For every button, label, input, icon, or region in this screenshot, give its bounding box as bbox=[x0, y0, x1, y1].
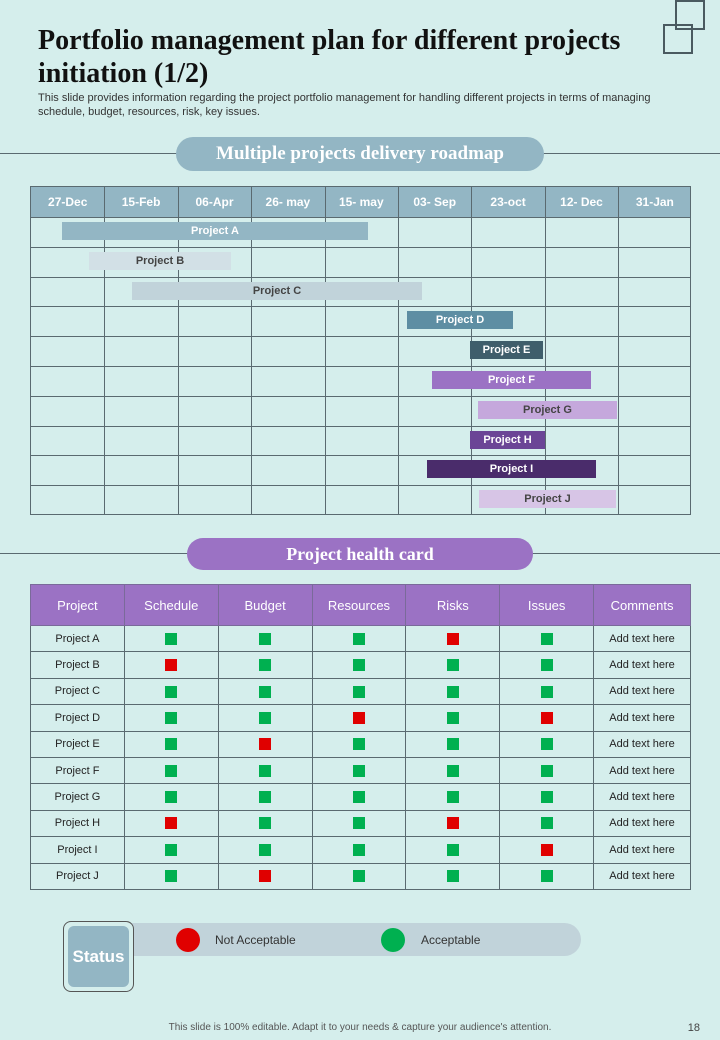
health-status-cell bbox=[500, 810, 594, 836]
health-status-cell bbox=[500, 731, 594, 757]
gantt-row-line bbox=[31, 247, 690, 248]
health-status-cell bbox=[500, 678, 594, 704]
health-status-cell bbox=[218, 837, 312, 863]
health-comment[interactable]: Add text here bbox=[594, 863, 691, 889]
gantt-row-line bbox=[31, 217, 690, 218]
gantt-row-line bbox=[31, 396, 690, 397]
acceptable-square bbox=[353, 870, 365, 882]
acceptable-square bbox=[165, 870, 177, 882]
health-project-name: Project A bbox=[31, 626, 125, 652]
acceptable-square bbox=[541, 686, 553, 698]
health-project-name: Project F bbox=[31, 757, 125, 783]
health-status-cell bbox=[218, 705, 312, 731]
acceptable-square bbox=[447, 844, 459, 856]
acceptable-square bbox=[259, 686, 271, 698]
gantt-bar-project-c: Project C bbox=[132, 282, 422, 300]
health-status-cell bbox=[218, 784, 312, 810]
health-status-cell bbox=[500, 705, 594, 731]
gantt-bar-project-f: Project F bbox=[432, 371, 591, 389]
gantt-row-line bbox=[31, 426, 690, 427]
health-status-cell bbox=[500, 784, 594, 810]
health-status-cell bbox=[406, 757, 500, 783]
acceptable-square bbox=[353, 686, 365, 698]
health-status-cell bbox=[124, 678, 218, 704]
health-row bbox=[31, 810, 691, 836]
gantt-bar-project-h: Project H bbox=[470, 431, 545, 449]
health-status-cell bbox=[406, 652, 500, 678]
not-acceptable-square bbox=[259, 738, 271, 750]
not-acceptable-square bbox=[447, 817, 459, 829]
health-project-name: Project J bbox=[31, 863, 125, 889]
acceptable-square bbox=[541, 870, 553, 882]
health-row bbox=[31, 757, 691, 783]
health-row bbox=[31, 652, 691, 678]
health-status-cell bbox=[406, 678, 500, 704]
health-status-cell bbox=[406, 626, 500, 652]
health-status-cell bbox=[312, 731, 406, 757]
health-comment[interactable]: Add text here bbox=[594, 810, 691, 836]
health-comment[interactable]: Add text here bbox=[594, 652, 691, 678]
health-status-cell bbox=[406, 731, 500, 757]
acceptable-square bbox=[447, 870, 459, 882]
acceptable-square bbox=[353, 817, 365, 829]
health-status-cell bbox=[312, 652, 406, 678]
health-row bbox=[31, 863, 691, 889]
acceptable-square bbox=[353, 765, 365, 777]
gantt-date-3: 26- may bbox=[265, 195, 311, 209]
health-status-cell bbox=[500, 652, 594, 678]
acceptable-square bbox=[447, 738, 459, 750]
gantt-date-1: 15-Feb bbox=[121, 195, 161, 209]
gantt-chart bbox=[30, 186, 691, 515]
health-status-cell bbox=[312, 837, 406, 863]
acceptable-square bbox=[353, 844, 365, 856]
health-row bbox=[31, 678, 691, 704]
health-status-cell bbox=[124, 837, 218, 863]
health-comment[interactable]: Add text here bbox=[594, 784, 691, 810]
gantt-date-2: 06-Apr bbox=[195, 195, 234, 209]
health-status-cell bbox=[218, 678, 312, 704]
health-status-cell bbox=[312, 863, 406, 889]
health-col-issues: Issues bbox=[500, 585, 594, 626]
gantt-bar-project-a: Project A bbox=[62, 222, 368, 240]
health-status-cell bbox=[124, 652, 218, 678]
acceptable-square bbox=[259, 817, 271, 829]
health-status-cell bbox=[500, 863, 594, 889]
health-row bbox=[31, 731, 691, 757]
acceptable-square bbox=[165, 686, 177, 698]
acceptable-label: Acceptable bbox=[421, 933, 481, 947]
health-status-cell bbox=[124, 731, 218, 757]
health-project-name: Project E bbox=[31, 731, 125, 757]
not-acceptable-dot bbox=[176, 928, 200, 952]
health-status-cell bbox=[218, 810, 312, 836]
health-row bbox=[31, 705, 691, 731]
acceptable-square bbox=[165, 738, 177, 750]
health-col-risks: Risks bbox=[406, 585, 500, 626]
health-status-cell bbox=[124, 810, 218, 836]
health-table bbox=[30, 584, 691, 890]
health-project-name: Project G bbox=[31, 784, 125, 810]
not-acceptable-square bbox=[447, 633, 459, 645]
health-comment[interactable]: Add text here bbox=[594, 678, 691, 704]
acceptable-square bbox=[165, 712, 177, 724]
acceptable-square bbox=[165, 633, 177, 645]
health-status-cell bbox=[312, 626, 406, 652]
gantt-row-line bbox=[31, 277, 690, 278]
acceptable-square bbox=[541, 791, 553, 803]
decorative-square-front bbox=[663, 24, 693, 54]
health-status-cell bbox=[312, 784, 406, 810]
gantt-date-0: 27-Dec bbox=[48, 195, 88, 209]
health-status-cell bbox=[500, 757, 594, 783]
acceptable-square bbox=[541, 738, 553, 750]
health-comment[interactable]: Add text here bbox=[594, 837, 691, 863]
health-status-cell bbox=[312, 678, 406, 704]
health-project-name: Project I bbox=[31, 837, 125, 863]
gantt-row-line bbox=[31, 485, 690, 486]
gantt-bar-project-j: Project J bbox=[479, 490, 616, 508]
acceptable-dot bbox=[381, 928, 405, 952]
health-project-name: Project B bbox=[31, 652, 125, 678]
health-status-cell bbox=[218, 863, 312, 889]
acceptable-square bbox=[259, 659, 271, 671]
acceptable-square bbox=[259, 844, 271, 856]
acceptable-square bbox=[541, 765, 553, 777]
acceptable-square bbox=[447, 712, 459, 724]
health-status-cell bbox=[124, 626, 218, 652]
gantt-row-line bbox=[31, 366, 690, 367]
health-status-cell bbox=[500, 837, 594, 863]
status-box bbox=[63, 921, 134, 992]
gantt-column-line bbox=[398, 187, 399, 514]
health-status-cell bbox=[312, 705, 406, 731]
health-status-cell bbox=[124, 705, 218, 731]
acceptable-square bbox=[165, 791, 177, 803]
gantt-row-line bbox=[31, 336, 690, 337]
roadmap-heading: Multiple projects delivery roadmap bbox=[176, 137, 544, 171]
not-acceptable-square bbox=[353, 712, 365, 724]
health-col-comments: Comments bbox=[594, 585, 691, 626]
acceptable-square bbox=[447, 791, 459, 803]
acceptable-square bbox=[447, 686, 459, 698]
footer-text: This slide is 100% editable. Adapt it to your needs & capture your audience's attention. bbox=[168, 1022, 552, 1033]
gantt-date-6: 23-oct bbox=[490, 195, 526, 209]
gantt-bar-project-g: Project G bbox=[478, 401, 617, 419]
not-acceptable-square bbox=[541, 712, 553, 724]
gantt-bar-project-e: Project E bbox=[470, 341, 543, 359]
acceptable-square bbox=[259, 765, 271, 777]
health-col-project: Project bbox=[31, 585, 125, 626]
health-status-cell bbox=[312, 757, 406, 783]
health-row bbox=[31, 626, 691, 652]
acceptable-square bbox=[353, 633, 365, 645]
health-row bbox=[31, 837, 691, 863]
acceptable-square bbox=[353, 659, 365, 671]
health-status-cell bbox=[406, 784, 500, 810]
acceptable-square bbox=[353, 791, 365, 803]
health-status-cell bbox=[218, 626, 312, 652]
acceptable-square bbox=[353, 738, 365, 750]
health-col-schedule: Schedule bbox=[124, 585, 218, 626]
gantt-date-7: 12- Dec bbox=[560, 195, 603, 209]
gantt-date-4: 15- may bbox=[338, 195, 384, 209]
health-status-cell bbox=[312, 810, 406, 836]
health-project-name: Project D bbox=[31, 705, 125, 731]
gantt-bar-project-b: Project B bbox=[89, 252, 231, 270]
acceptable-square bbox=[447, 765, 459, 777]
not-acceptable-square bbox=[259, 870, 271, 882]
health-header-row bbox=[31, 585, 691, 626]
acceptable-square bbox=[165, 844, 177, 856]
gantt-row-line bbox=[31, 306, 690, 307]
health-status-cell bbox=[218, 652, 312, 678]
acceptable-square bbox=[259, 791, 271, 803]
not-acceptable-label: Not Acceptable bbox=[215, 933, 296, 947]
acceptable-square bbox=[447, 659, 459, 671]
health-project-name: Project C bbox=[31, 678, 125, 704]
health-col-budget: Budget bbox=[218, 585, 312, 626]
gantt-bar-project-i: Project I bbox=[427, 460, 596, 478]
acceptable-square bbox=[259, 633, 271, 645]
health-project-name: Project H bbox=[31, 810, 125, 836]
health-row bbox=[31, 784, 691, 810]
gantt-row-line bbox=[31, 455, 690, 456]
health-status-cell bbox=[124, 757, 218, 783]
not-acceptable-square bbox=[541, 844, 553, 856]
gantt-date-8: 31-Jan bbox=[635, 195, 674, 209]
health-comment[interactable]: Add text here bbox=[594, 705, 691, 731]
health-status-cell bbox=[500, 626, 594, 652]
acceptable-square bbox=[541, 659, 553, 671]
legend-bar bbox=[100, 923, 581, 956]
health-heading: Project health card bbox=[187, 538, 533, 570]
health-status-cell bbox=[124, 784, 218, 810]
health-comment[interactable]: Add text here bbox=[594, 757, 691, 783]
health-comment[interactable]: Add text here bbox=[594, 731, 691, 757]
not-acceptable-square bbox=[165, 659, 177, 671]
gantt-column-line bbox=[618, 187, 619, 514]
status-label: Status bbox=[68, 926, 129, 987]
acceptable-square bbox=[259, 712, 271, 724]
health-status-cell bbox=[406, 837, 500, 863]
health-status-cell bbox=[406, 863, 500, 889]
acceptable-square bbox=[541, 817, 553, 829]
health-col-resources: Resources bbox=[312, 585, 406, 626]
acceptable-square bbox=[165, 765, 177, 777]
not-acceptable-square bbox=[165, 817, 177, 829]
gantt-date-5: 03- Sep bbox=[413, 195, 457, 209]
health-comment[interactable]: Add text here bbox=[594, 626, 691, 652]
acceptable-square bbox=[541, 633, 553, 645]
health-status-cell bbox=[406, 705, 500, 731]
health-status-cell bbox=[218, 731, 312, 757]
page-subtitle: This slide provides information regarding the project portfolio management for handling different projects in terms of managing schedule, budget, resources, risk, key issues. bbox=[38, 92, 651, 118]
page-number: 18 bbox=[687, 1022, 700, 1034]
gantt-bar-project-d: Project D bbox=[407, 311, 513, 329]
health-status-cell bbox=[406, 810, 500, 836]
health-status-cell bbox=[124, 863, 218, 889]
health-status-cell bbox=[218, 757, 312, 783]
page-title: Portfolio management plan for different projects initiation (1/2) bbox=[38, 25, 621, 89]
